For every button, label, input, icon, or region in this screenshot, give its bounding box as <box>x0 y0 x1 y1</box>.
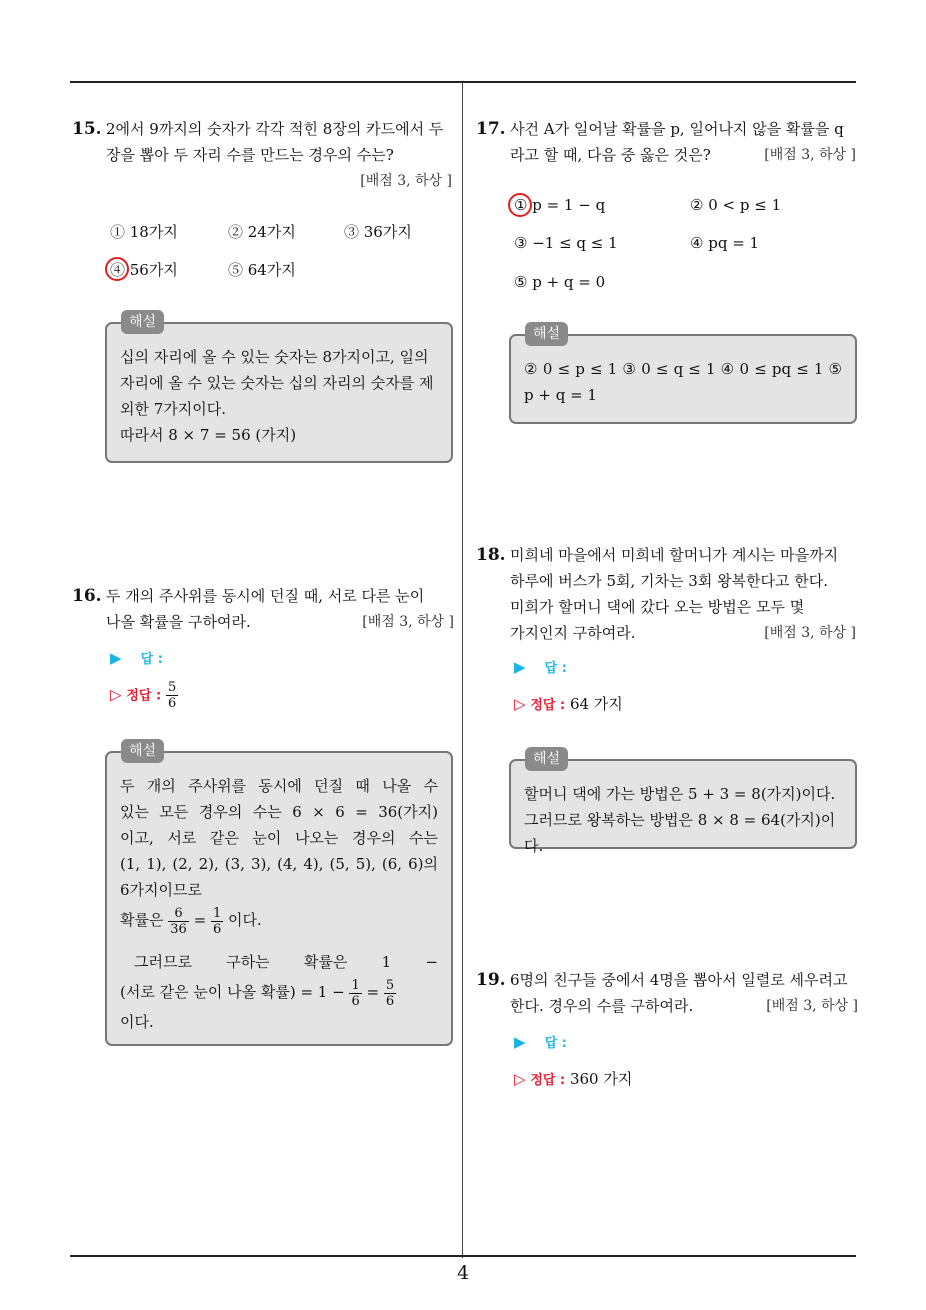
question-18 <box>476 542 856 652</box>
answer-label: 답 : <box>140 652 163 667</box>
correct-label: 정답 : <box>530 698 566 713</box>
question-number: 19. <box>476 970 506 990</box>
outline-play-icon: ▷ <box>514 1070 526 1088</box>
answer-line[interactable] <box>514 657 567 676</box>
play-icon: ▶ <box>514 658 526 676</box>
question-number: 15. <box>72 119 102 139</box>
correct-value: 360 가지 <box>569 1070 633 1088</box>
score-meta: [배점 3, 하상 ] <box>764 147 856 163</box>
answer-line[interactable] <box>514 1032 567 1051</box>
choice-5[interactable]: ⑤ 64가지 <box>228 261 296 279</box>
outline-play-icon: ▷ <box>110 685 122 704</box>
correct-label: 정답 : <box>126 688 162 704</box>
answer-line[interactable] <box>110 648 163 667</box>
choice-4[interactable]: ④ pq = 1 <box>690 234 760 252</box>
solution-box: 해설 두 개의 주사위를 동시에 던질 때 나올 수 있는 모든 경우의 수는 6 × 6 = 36(가지) 이고, 서로 같은 눈이 나오는 경우의 수는 (1, 1), (2, 2), (3, 3), (4, 4), (5, 5), (6, 6)의 6가지이므로 확률은 $\frac{6}{36}$ = $\frac{1}{6}$ 이다. 그러므로 구하는 확률은 1 − (서로 같은 눈이 나올 확률) = 1 − $\frac{1}{6}$ = $\frac{5}{6}$ 이다. <box>105 751 453 1046</box>
solution-box: 해설 십의 자리에 올 수 있는 숫자는 8가지이고, 일의 자리에 올 수 있는 숫자는 십의 자리의 숫자를 제 외한 7가지이다. 따라서 8 × 7 = 56 (가지) <box>105 322 453 463</box>
score-meta: [배점 3, 하상 ] <box>360 173 452 189</box>
bottom-rule <box>70 1255 856 1257</box>
solution-label: 해설 <box>121 310 164 334</box>
choice-5[interactable]: ⑤ p + q = 0 <box>514 273 606 291</box>
solution-label: 해설 <box>121 739 164 763</box>
solution-label: 해설 <box>525 747 568 771</box>
score-meta: [배점 3, 하상 ] <box>766 998 858 1014</box>
page-number: 4 <box>456 1262 470 1284</box>
question-number: 16. <box>72 586 102 606</box>
score-meta: [배점 3, 하상 ] <box>764 625 856 641</box>
question-text: 사건 A가 일어날 확률을 p, 일어나지 않을 확률을 q 라고 할 때, 다음 중 옳은 것은? <box>510 120 844 164</box>
answer-label: 답 : <box>544 1036 567 1051</box>
question-number: 18. <box>476 545 506 565</box>
play-icon: ▶ <box>110 649 122 667</box>
play-icon: ▶ <box>514 1033 526 1051</box>
top-rule <box>70 81 856 83</box>
solution-label: 해설 <box>525 322 568 346</box>
correct-fraction: $\frac{5}{6}$ <box>167 680 177 711</box>
answer-label: 답 : <box>544 661 567 676</box>
correct-value: 64 가지 <box>569 695 623 713</box>
choice-1[interactable]: ① p = 1 − q <box>514 196 606 214</box>
question-15 <box>72 116 452 196</box>
correct-answer-line <box>514 1068 632 1089</box>
choice-1[interactable]: ① 18가지 <box>110 223 178 241</box>
choice-3[interactable]: ③ 36가지 <box>344 223 412 241</box>
question-19 <box>476 967 858 1023</box>
solution-box: 해설 ② 0 ≤ p ≤ 1 ③ 0 ≤ q ≤ 1 ④ 0 ≤ pq ≤ 1 ⑤ p + q = 1 <box>509 334 857 424</box>
selected-answer-mark <box>105 257 129 281</box>
correct-label: 정답 : <box>530 1073 566 1088</box>
correct-answer-line <box>110 680 178 711</box>
choice-4[interactable]: ④ 56가지 <box>110 261 178 279</box>
correct-answer-line <box>514 693 623 714</box>
outline-play-icon: ▷ <box>514 695 526 713</box>
question-text: 2에서 9까지의 숫자가 각각 적힌 8장의 카드에서 두 장을 뽑아 두 자리 수를 만드는 경우의 수는? <box>106 120 444 164</box>
choice-3[interactable]: ③ −1 ≤ q ≤ 1 <box>514 234 618 252</box>
solution-box: 해설 할머니 댁에 가는 방법은 5 + 3 = 8(가지)이다. 그러므로 왕복하는 방법은 8 × 8 = 64(가지)이다. <box>509 759 857 849</box>
selected-answer-mark <box>508 193 532 217</box>
question-text: 두 개의 주사위를 동시에 던질 때, 서로 다른 눈이 나올 확률을 구하여라. <box>106 587 425 631</box>
question-17 <box>476 116 856 172</box>
column-divider <box>462 83 463 1258</box>
score-meta: [배점 3, 하상 ] <box>362 614 454 630</box>
choice-2[interactable]: ② 0 < p ≤ 1 <box>690 196 782 214</box>
question-text: 미희네 마을에서 미희네 할머니가 계시는 마을까지 하루에 버스가 5회, 기차는 3회 왕복한다고 한다. 미희가 할머니 댁에 갔다 오는 방법은 모두 몇 가지인지 구하여라. <box>510 546 839 642</box>
question-number: 17. <box>476 119 506 139</box>
question-text: 6명의 친구들 중에서 4명을 뽑아서 일렬로 세우려고 한다. 경우의 수를 구하여라. <box>510 971 848 1015</box>
question-16 <box>72 583 454 639</box>
choice-2[interactable]: ② 24가지 <box>228 223 296 241</box>
